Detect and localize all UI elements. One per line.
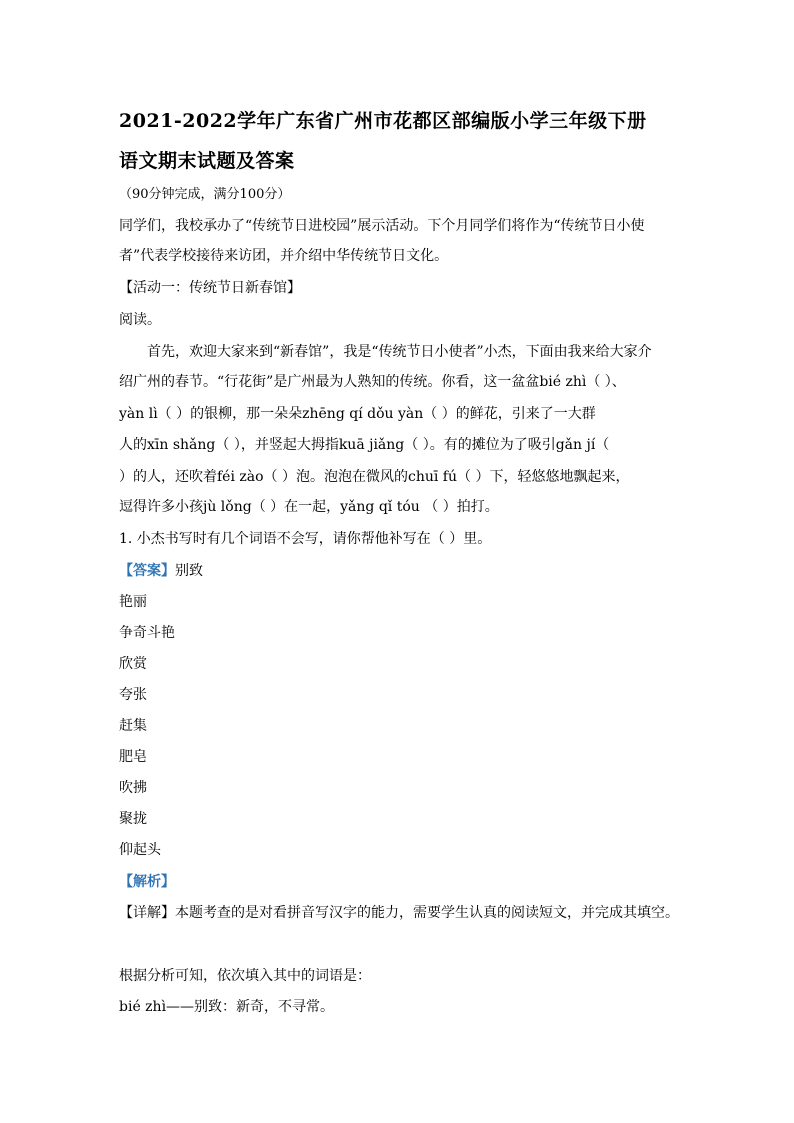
answer-item: 肥皂 [119, 749, 147, 765]
intro-paragraph-line-1: 同学们，我校承办了“传统节日进校园”展示活动。下个月同学们将作为“传统节日小使 [119, 218, 645, 234]
detail-explanation: 【详解】本题考查的是对看拼音写汉字的能力，需要学生认真的阅读短文，并完成其填空。 [119, 905, 679, 921]
answer-item: 赶集 [119, 718, 147, 734]
passage-line-1: 首先，欢迎大家来到“新春馆”，我是“传统节日小使者”小杰，下面由我来给大家介 [147, 344, 652, 360]
intro-paragraph-line-2: 者”代表学校接待来访团，并介绍中华传统节日文化。 [119, 248, 449, 264]
analysis-tag: 【解析】 [119, 874, 175, 890]
answer-item: 聚拢 [119, 811, 147, 827]
passage-line-5: ）的人，还吹着féi zào（ ）泡。泡泡在微风的chuī fú（ ）下，轻悠悠地飘起来， [119, 469, 630, 485]
answer-first-line [119, 561, 203, 581]
analysis-line-1: 根据分析可知，依次填入其中的词语是： [119, 968, 371, 984]
passage-line-6: 逗得许多小孩jù lǒng（ ）在一起，yǎng qǐ tóu （ ）拍打。 [119, 499, 499, 515]
answer-tag: 【答案】 [119, 563, 175, 579]
passage-line-3: yàn lì（ ）的银柳，那一朵朵zhēng qí dǒu yàn（ ）的鲜花，引来了一大群 [119, 406, 596, 422]
passage-line-4: 人的xīn shǎng（ ），并竖起大拇指kuā jiǎng（ ）。有的摊位为了吸引gǎn jí（ [119, 437, 610, 453]
question-1: 1. 小杰书写时有几个词语不会写，请你帮他补写在（ ）里。 [119, 531, 492, 547]
document-title-line-2: 语文期末试题及答案 [119, 150, 295, 172]
answer-item: 别致 [175, 563, 203, 579]
answer-item: 艳丽 [119, 594, 147, 610]
activity-heading: 【活动一：传统节日新春馆】 [119, 280, 301, 296]
document-title-line-1: 2021-2022学年广东省广州市花都区部编版小学三年级下册 [119, 110, 647, 132]
exam-duration-note: （90分钟完成，满分100分） [119, 187, 291, 202]
answer-item: 仰起头 [119, 842, 161, 858]
passage-line-2: 绍广州的春节。“行花街”是广州最为人熟知的传统。你看，这一盆盆bié zhì（ ）、 [119, 374, 626, 390]
read-instruction: 阅读。 [119, 312, 161, 328]
answer-item: 吹拂 [119, 780, 147, 796]
answer-item: 夸张 [119, 687, 147, 703]
analysis-line-2: bié zhì——别致：新奇，不寻常。 [119, 999, 335, 1015]
answer-item: 欣赏 [119, 656, 147, 672]
answer-item: 争奇斗艳 [119, 625, 175, 641]
